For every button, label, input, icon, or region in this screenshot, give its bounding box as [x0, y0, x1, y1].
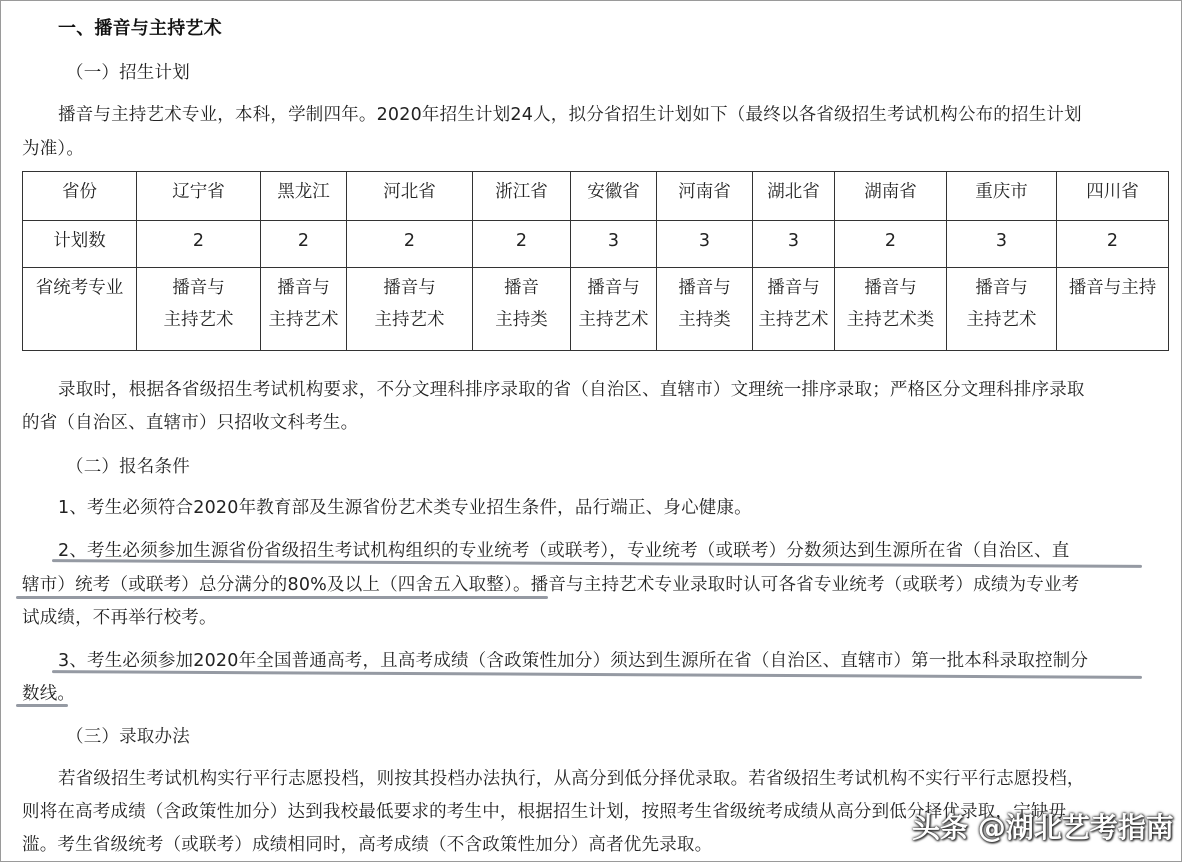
plan-cell: 2	[137, 221, 261, 268]
table-row-province	[23, 172, 1169, 221]
major-cell: 播音与 主持类	[678, 278, 731, 330]
major-cell: 播音与 主持艺术	[268, 278, 339, 330]
table-row-major	[23, 268, 1169, 351]
paragraph-admission-line-2: 的省（自治区、直辖市）只招收文科考生。	[22, 413, 359, 433]
table-row-plan	[23, 221, 1169, 268]
condition-1: 1、考生必须符合2020年教育部及生源省份艺术类专业招生条件，品行端正、身心健康。	[58, 498, 752, 518]
province-cell: 湖北省	[753, 172, 835, 221]
plan-cell: 2	[835, 221, 947, 268]
row-label-plan: 计划数	[23, 221, 137, 268]
subsection-title-conditions: （二）报名条件	[66, 457, 190, 477]
plan-cell: 3	[571, 221, 657, 268]
paragraph-method-line-3: 滥。考生省级统考（或联考）成绩相同时，高考成绩（不含政策性加分）高者优先录取。	[22, 835, 713, 855]
province-cell: 湖南省	[835, 172, 947, 221]
plan-cell: 2	[473, 221, 571, 268]
major-cell: 播音与 主持艺术	[374, 278, 445, 330]
plan-cell: 3	[753, 221, 835, 268]
province-cell: 浙江省	[473, 172, 571, 221]
paragraph-method-line-2: 则将在高考成绩（含政策性加分）达到我校最低要求的考生中，根据招生计划，按照考生省级统考成绩从高分到低分择优录取，宁缺毋	[22, 802, 1067, 822]
paragraph-admission-line-1: 录取时，根据各省级招生考试机构要求，不分文理科排序录取的省（自治区、直辖市）文理统一排序录取；严格区分文理科排序录取	[58, 380, 1085, 400]
highlight-underline	[16, 596, 548, 599]
province-cell: 黑龙江	[261, 172, 347, 221]
major-cell: 播音与 主持艺术	[758, 278, 829, 330]
paragraph-plan-line-1: 播音与主持艺术专业，本科，学制四年。2020年招生计划24人，拟分省招生计划如下（最终以各省级招生考试机构公布的招生计划	[58, 105, 1082, 125]
plan-cell: 2	[347, 221, 473, 268]
section-heading: 一、播音与主持艺术	[58, 18, 222, 39]
paragraph-plan-line-2: 为准）。	[22, 139, 85, 159]
enrollment-plan-table	[22, 171, 1169, 351]
province-cell: 河北省	[347, 172, 473, 221]
condition-2-line-2: 辖市）统考（或联考）总分满分的80%及以上（四舍五入取整）。播音与主持艺术专业录取时认可各省专业统考（或联考）成绩为专业考	[22, 575, 1080, 595]
major-cell: 播音与 主持艺术类	[846, 278, 935, 330]
plan-cell: 2	[261, 221, 347, 268]
province-cell: 安徽省	[571, 172, 657, 221]
plan-cell: 3	[657, 221, 753, 268]
paragraph-method-line-1: 若省级招生考试机构实行平行志愿投档，则按其投档办法执行，从高分到低分择优录取。若省级招生考试机构不实行平行志愿投档，	[58, 769, 1085, 789]
condition-2-line-1: 2、考生必须参加生源省份省级招生考试机构组织的专业统考（或联考），专业统考（或联考）分数须达到生源所在省（自治区、直	[58, 541, 1070, 561]
major-cell: 播音 主持类	[495, 278, 548, 330]
major-cell: 播音与主持	[1068, 278, 1157, 298]
province-cell: 重庆市	[947, 172, 1057, 221]
condition-2-line-3: 试成绩，不再举行校考。	[22, 608, 217, 628]
major-cell: 播音与 主持艺术	[163, 278, 234, 330]
major-cell: 播音与 主持艺术	[578, 278, 649, 330]
province-cell: 四川省	[1057, 172, 1169, 221]
major-cell: 播音与 主持艺术	[966, 278, 1037, 330]
subsection-title-plan: （一）招生计划	[66, 63, 190, 83]
highlight-underline	[16, 704, 68, 707]
row-label-major: 省统考专业	[23, 268, 137, 351]
condition-3-line-1: 3、考生必须参加2020年全国普通高考，且高考成绩（含政策性加分）须达到生源所在省（自治区、直辖市）第一批本科录取控制分	[58, 651, 1089, 671]
plan-cell: 2	[1057, 221, 1169, 268]
province-cell: 河南省	[657, 172, 753, 221]
condition-3-line-2: 数线。	[22, 684, 76, 704]
row-label-province: 省份	[23, 172, 137, 221]
plan-cell: 3	[947, 221, 1057, 268]
watermark: 头条 @湖北艺考指南	[912, 811, 1174, 844]
subsection-title-method: （三）录取办法	[66, 727, 190, 747]
province-cell: 辽宁省	[137, 172, 261, 221]
